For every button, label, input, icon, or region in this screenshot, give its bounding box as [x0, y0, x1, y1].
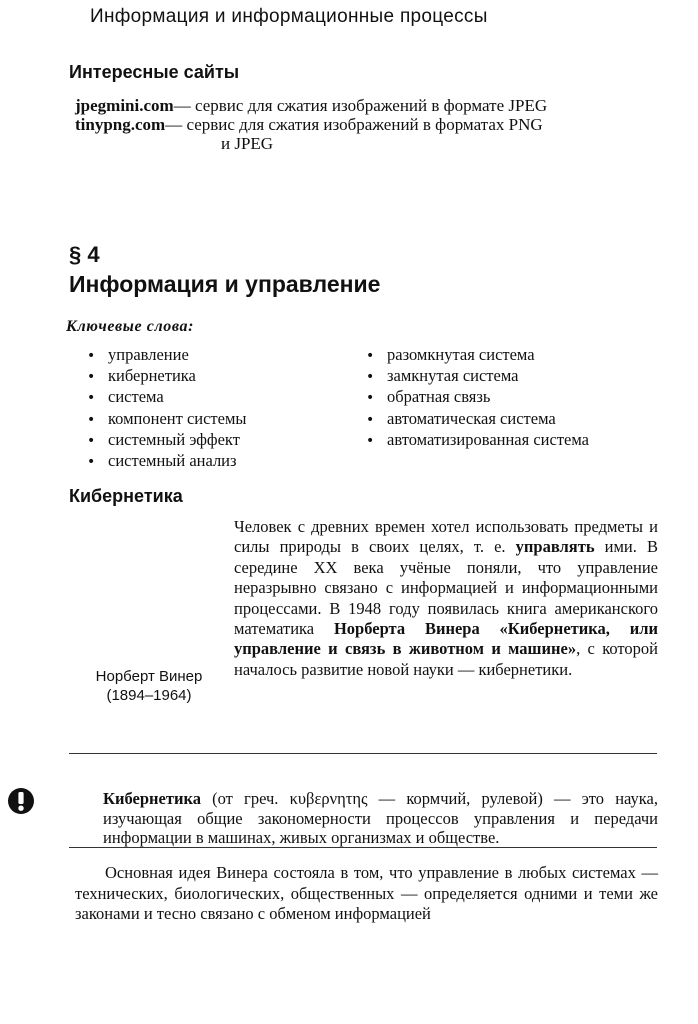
intro-book-title: Норберта Винера «Кибернетика, или управление и связь в животном и машине»: [234, 619, 658, 659]
keyword-item: • автоматическая система: [366, 409, 589, 430]
interesting-sites-heading: Интересные сайты: [69, 62, 240, 82]
keyword-item: • замкнутая система: [366, 366, 589, 387]
keyword-item: • системный анализ: [87, 451, 247, 472]
main-text: Основная идея Винера состояла в том, что управление в любых системах — технических, биологических, общественных — определяется одними и теми же законами и тесно связано с обменом информацией: [75, 863, 658, 923]
divider: [69, 847, 657, 848]
intro-emphasis: управлять: [515, 537, 595, 557]
site-description: — сервис для сжатия изображений в форматах PNG: [165, 115, 543, 134]
definition-text: (от греч. κυβερνητης — кормчий, рулевой) — это наука, изучающая общие закономерности процессов управления и передачи информации в машинах, живых организмах и обществе.: [103, 789, 658, 848]
intro-paragraph: [234, 517, 658, 680]
site-description: — сервис для сжатия изображений в формате JPEG: [173, 96, 548, 115]
site-item: [75, 115, 547, 134]
site-description-continuation: и JPEG: [221, 134, 274, 153]
intro-text: , с которой началось развитие новой науки — кибернетики.: [234, 639, 659, 679]
keyword-item: • кибернетика: [87, 366, 247, 387]
definition-box: [103, 789, 658, 848]
keyword-item: • системный эффект: [87, 430, 247, 451]
divider: [69, 753, 657, 754]
interesting-sites-list: [75, 96, 547, 153]
definition-term: Кибернетика: [103, 789, 201, 808]
keyword-item: • управление: [87, 345, 247, 366]
keywords-left-list: [87, 345, 247, 472]
keyword-item: • автоматизированная система: [366, 430, 589, 451]
keyword-item: • компонент системы: [87, 409, 247, 430]
site-name-jpegmini: jpegmini.com: [75, 96, 174, 115]
running-header: Информация и информационные процессы: [90, 6, 488, 27]
caption-name: Норберт Винер: [95, 668, 203, 685]
keyword-item: • система: [87, 387, 247, 408]
paragraph-number: § 4: [69, 242, 100, 267]
site-name-tinypng: tinypng.com: [75, 115, 166, 134]
keyword-item: • обратная связь: [366, 387, 589, 408]
portrait-caption: [74, 667, 224, 705]
intro-text: ими. В середине XX века учёные поняли, что управление неразрывно связано с информацией и информационными процессами. В 1948 году появилась книга американского математика: [234, 537, 658, 639]
caption-years: (1894–1964): [106, 687, 192, 704]
intro-text: Человек с древних времен хотел использовать предметы и силы природы в своих целях, т. е.: [234, 517, 658, 557]
page-title: Информация и управление: [69, 271, 381, 297]
site-item: [75, 96, 547, 115]
main-paragraph: [75, 863, 658, 925]
important-icon: [7, 787, 35, 815]
keyword-item: • разомкнутая система: [366, 345, 589, 366]
keywords-label: Ключевые слова:: [66, 318, 195, 335]
section-heading-cybernetics: Кибернетика: [69, 486, 183, 506]
keywords-right-list: [366, 345, 589, 451]
